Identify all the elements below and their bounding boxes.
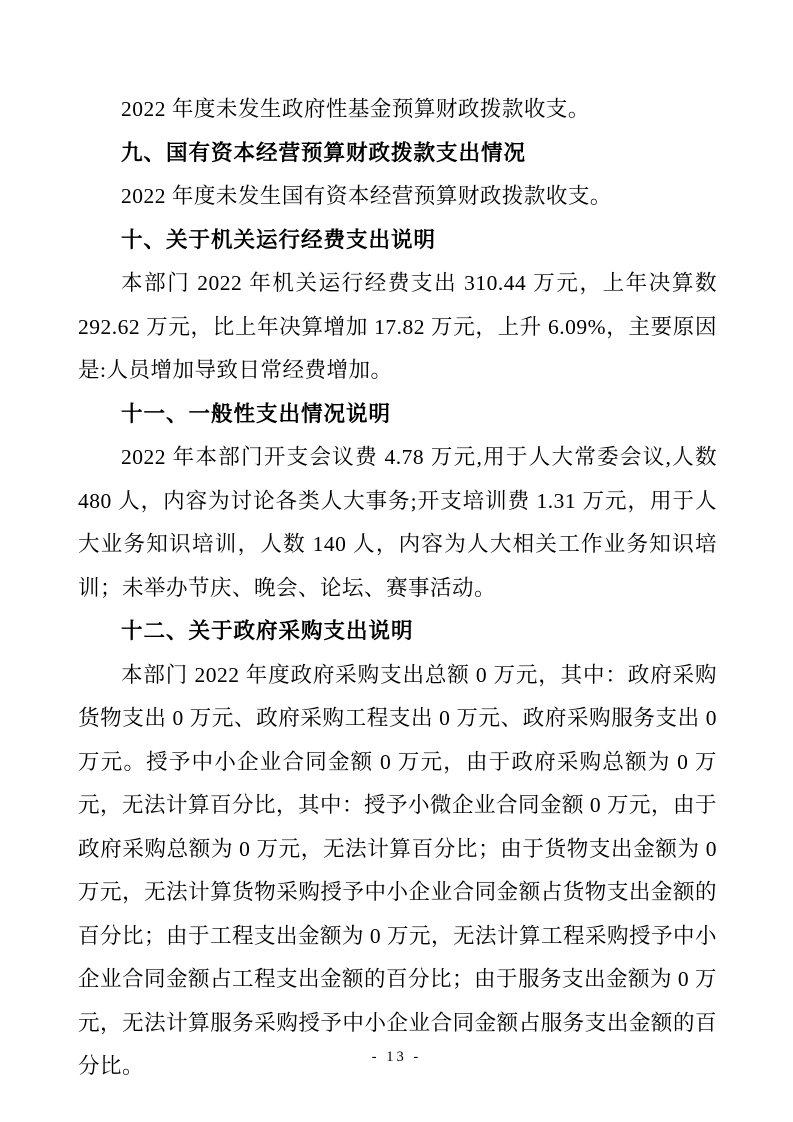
paragraph-state-capital-note: 2022 年度未发生国有资本经营预算财政拨款收支。 bbox=[121, 184, 612, 208]
heading-section-9-state-capital: 九、国有资本经营预算财政拨款支出情况 bbox=[121, 140, 527, 165]
paragraph-gov-fund-note: 2022 年度未发生政府性基金预算财政拨款收支。 bbox=[121, 97, 590, 121]
paragraph-procurement-details: 本部门 2022 年度政府采购支出总额 0 万元，其中：政府采购货物支出 0 万元、政府采购工程支出 0 万元、政府采购服务支出 0 万元。授予中小企业合同金额 0 万元，由于政府采购总额为 0 万元，无法计算百分比，其中：授予小微企业合同金额 0 万元，由于政府采购总额为 0 万元，无法计算百分比；由于货物支出金额为 0 万元，无法计算货物采购授予中小企业合同金额占货物支出金额的百分比；由于工程支出金额为 0 万元，无法计算工程采购授予中小企业合同金额占工程支出金额的百分比；由于服务支出金额为 0 万元，无法计算服务采购授予中小企业合同金额占服务支出金额的百分比。 bbox=[78, 662, 718, 1078]
paragraph-general-expenditure: 2022 年本部门开支会议费 4.78 万元,用于人大常委会议,人数 480 人，内容为讨论各类人大事务;开支培训费 1.31 万元，用于人大业务知识培训，人数 140 人，内容为人大相关工作业务知识培训；未举办节庆、晚会、论坛、赛事活动。 bbox=[78, 445, 717, 600]
heading-section-12-procurement: 十二、关于政府采购支出说明 bbox=[121, 619, 414, 643]
heading-section-11-general-expenditure: 十一、一般性支出情况说明 bbox=[121, 401, 392, 426]
document-body bbox=[78, 88, 717, 1089]
heading-section-10-operating-expenses: 十、关于机关运行经费支出说明 bbox=[121, 227, 437, 252]
paragraph-operating-expenses: 本部门 2022 年机关运行经费支出 310.44 万元，上年决算数 292.62 万元，比上年决算增加 17.82 万元，上升 6.09%，主要原因是:人员增加导致日常经费增加。 bbox=[78, 271, 717, 382]
page-number: - 13 - bbox=[371, 1049, 422, 1065]
